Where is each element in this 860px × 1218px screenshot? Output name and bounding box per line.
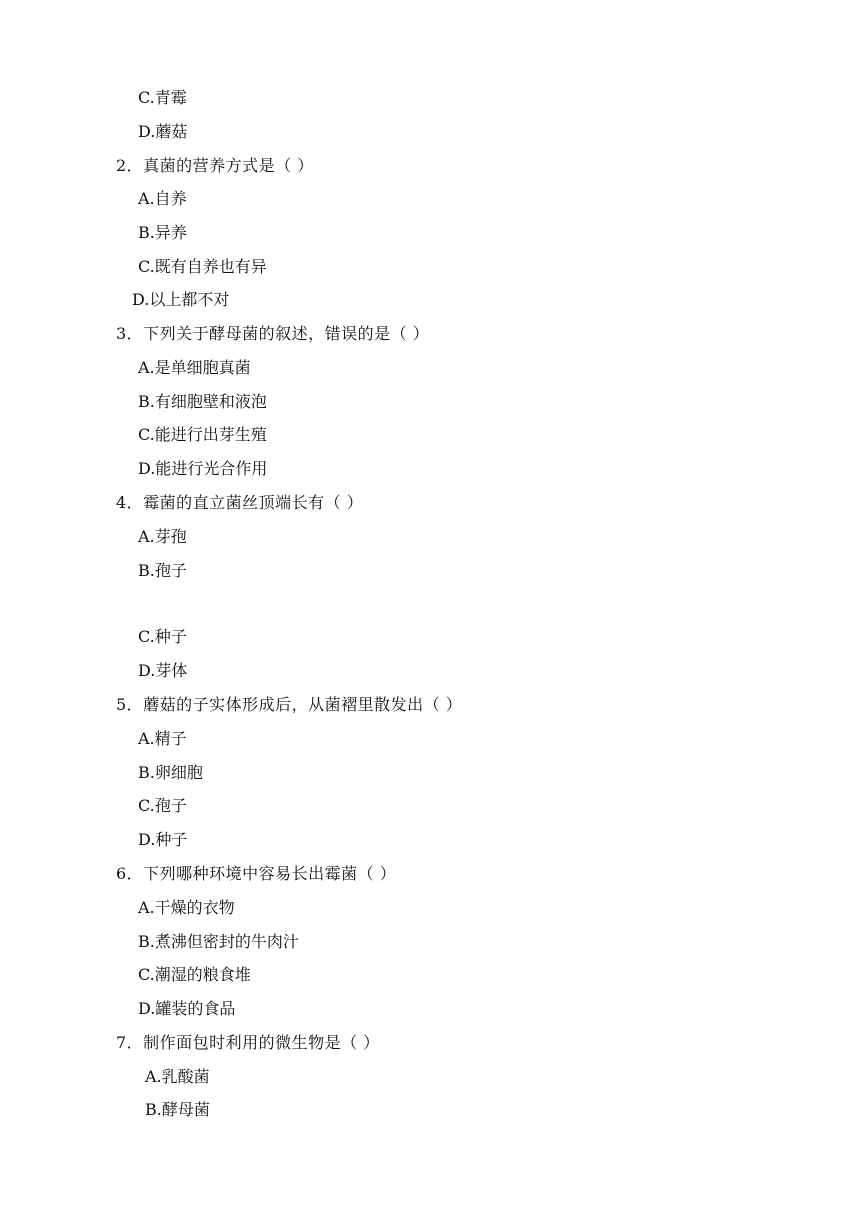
option-a: A.自养 (138, 189, 187, 208)
option-d: D.种子 (138, 830, 188, 849)
option-b: B.有细胞壁和液泡 (138, 392, 267, 411)
option-d: D.以上都不对 (132, 290, 230, 309)
option-a: A.干燥的衣物 (138, 898, 235, 917)
option-d: D.芽体 (138, 661, 188, 680)
option-d: D.蘑菇 (138, 122, 188, 141)
option-b: B.煮沸但密封的牛肉汁 (138, 932, 299, 951)
option-a: A.乳酸菌 (145, 1067, 210, 1086)
option-a: A.是单细胞真菌 (138, 358, 251, 377)
option-c: C.能进行出芽生殖 (138, 425, 267, 444)
question-2: 2．真菌的营养方式是（ ） (116, 156, 314, 175)
question-3: 3．下列关于酵母菌的叙述，错误的是（ ） (116, 324, 430, 343)
question-4: 4．霉菌的直立菌丝顶端长有（ ） (116, 493, 364, 512)
option-a: A.芽孢 (138, 527, 187, 546)
option-c: C.潮湿的粮食堆 (138, 965, 251, 984)
option-c: C.种子 (138, 627, 187, 646)
question-6: 6．下列哪种环境中容易长出霉菌（ ） (116, 864, 397, 883)
option-b: B.酵母菌 (145, 1100, 210, 1119)
option-b: B.卵细胞 (138, 763, 203, 782)
option-b: B.异养 (138, 223, 187, 242)
option-c: C.孢子 (138, 796, 187, 815)
question-5: 5．蘑菇的子实体形成后，从菌褶里散发出（ ） (116, 695, 463, 714)
option-b: B.孢子 (138, 561, 187, 580)
option-c: C.既有自养也有异 (138, 257, 267, 276)
option-c: C.青霉 (138, 88, 187, 107)
option-d: D.罐装的食品 (138, 999, 236, 1018)
option-a: A.精子 (138, 729, 187, 748)
option-d: D.能进行光合作用 (138, 459, 268, 478)
question-7: 7．制作面包时利用的微生物是（ ） (116, 1033, 380, 1052)
